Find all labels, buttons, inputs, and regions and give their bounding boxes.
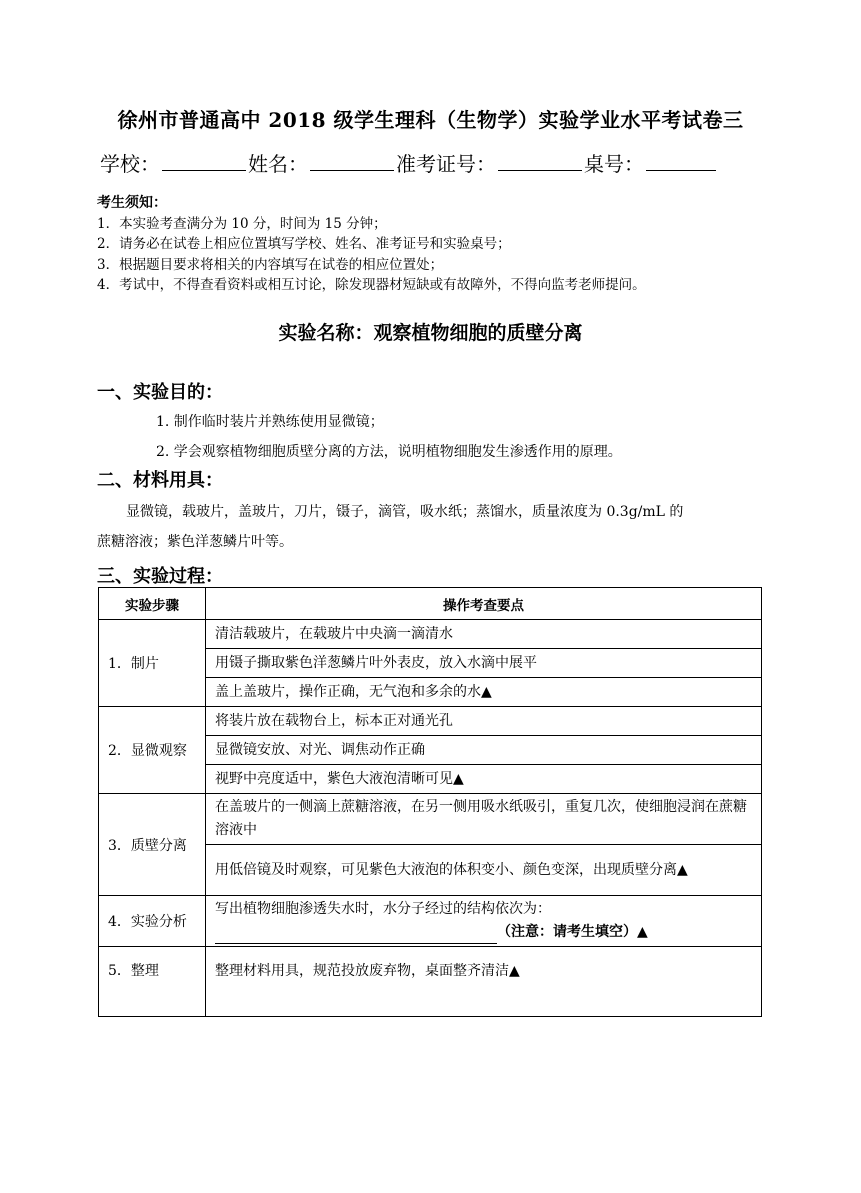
desk-number-label: 桌号：: [584, 152, 644, 176]
section-objectives-heading: 一、实验目的：: [97, 382, 223, 403]
step-point: 显微镜安放、对光、调焦动作正确: [206, 736, 762, 765]
step-point: 清洁载玻片，在载玻片中央滴一滴清水: [206, 620, 762, 649]
table-row: [99, 707, 762, 736]
step-name: 5．整理: [99, 947, 206, 1017]
step-name: 2．显微观察: [99, 707, 206, 794]
analysis-answer-blank[interactable]: [215, 929, 497, 944]
materials-line: 显微镜，载玻片，盖玻片，刀片，镊子，滴管，吸水纸；蒸馏水，质量浓度为 0.3g/mL 的: [126, 504, 684, 520]
school-blank[interactable]: [162, 150, 246, 171]
column-header-points: 操作考查要点: [206, 588, 762, 620]
desk-number-blank[interactable]: [646, 150, 716, 171]
table-row: [99, 947, 762, 1017]
notice-item: 1．本实验考查满分为 10 分，时间为 15 分钟；: [97, 215, 387, 232]
objective-item: 1. 制作临时装片并熟练使用显微镜；: [156, 414, 384, 430]
name-blank[interactable]: [310, 150, 394, 171]
column-header-step: 实验步骤: [99, 588, 206, 620]
step-point: 用低倍镜及时观察，可见紫色大液泡的体积变小、颜色变深，出现质壁分离▲: [206, 845, 762, 896]
step-name: 1．制片: [99, 620, 206, 707]
objective-item: 2. 学会观察植物细胞质壁分离的方法，说明植物细胞发生渗透作用的原理。: [156, 444, 622, 460]
section-materials-heading: 二、材料用具：: [97, 470, 223, 491]
notice-item: 2．请务必在试卷上相应位置填写学校、姓名、准考证号和实验桌号；: [97, 236, 511, 252]
step-name: 4．实验分析: [99, 896, 206, 947]
candidate-notice: [97, 193, 646, 296]
table-row: [99, 620, 762, 649]
table-row: [99, 794, 762, 845]
process-table: [98, 587, 762, 1017]
exam-title: 徐州市普通高中 2018 级学生理科（生物学）实验学业水平考试卷三: [117, 108, 744, 132]
notice-item: 4．考试中，不得查看资料或相互讨论，除发现器材短缺或有故障外，不得向监考老师提问。: [97, 277, 646, 293]
step-point: 整理材料用具，规范投放废弃物，桌面整齐清洁▲: [206, 947, 762, 1017]
step-point: 用镊子撕取紫色洋葱鳞片叶外表皮，放入水滴中展平: [206, 649, 762, 678]
notice-item: 3．根据题目要求将相关的内容填写在试卷的相应位置处；: [97, 256, 444, 273]
section-process-heading: 三、实验过程：: [97, 566, 223, 587]
table-row: [99, 896, 762, 947]
school-label: 学校：: [100, 152, 160, 176]
step-name: 3．质壁分离: [99, 794, 206, 896]
exam-number-label: 准考证号：: [396, 152, 496, 176]
exam-number-blank[interactable]: [498, 150, 582, 171]
step-point: 将装片放在载物台上，标本正对通光孔: [206, 707, 762, 736]
materials-line: 蔗糖溶液；紫色洋葱鳞片叶等。: [97, 534, 293, 550]
table-header-row: [99, 588, 762, 620]
analysis-cell: [206, 896, 762, 947]
notice-heading: 考生须知：: [97, 195, 167, 211]
step-point: 在盖玻片的一侧滴上蔗糖溶液，在另一侧用吸水纸吸引，重复几次，使细胞浸润在蔗糖溶液中: [206, 794, 762, 845]
step-point: 视野中亮度适中，紫色大液泡清晰可见▲: [206, 765, 762, 794]
experiment-name: 实验名称：观察植物细胞的质壁分离: [278, 322, 583, 344]
fill-in-note: （注意：请考生填空）▲: [497, 924, 648, 940]
name-label: 姓名：: [248, 152, 308, 176]
step-point: 写出植物细胞渗透失水时，水分子经过的结构依次为：: [215, 901, 551, 917]
step-point: 盖上盖玻片，操作正确，无气泡和多余的水▲: [206, 678, 762, 707]
candidate-info-row: [100, 148, 718, 177]
